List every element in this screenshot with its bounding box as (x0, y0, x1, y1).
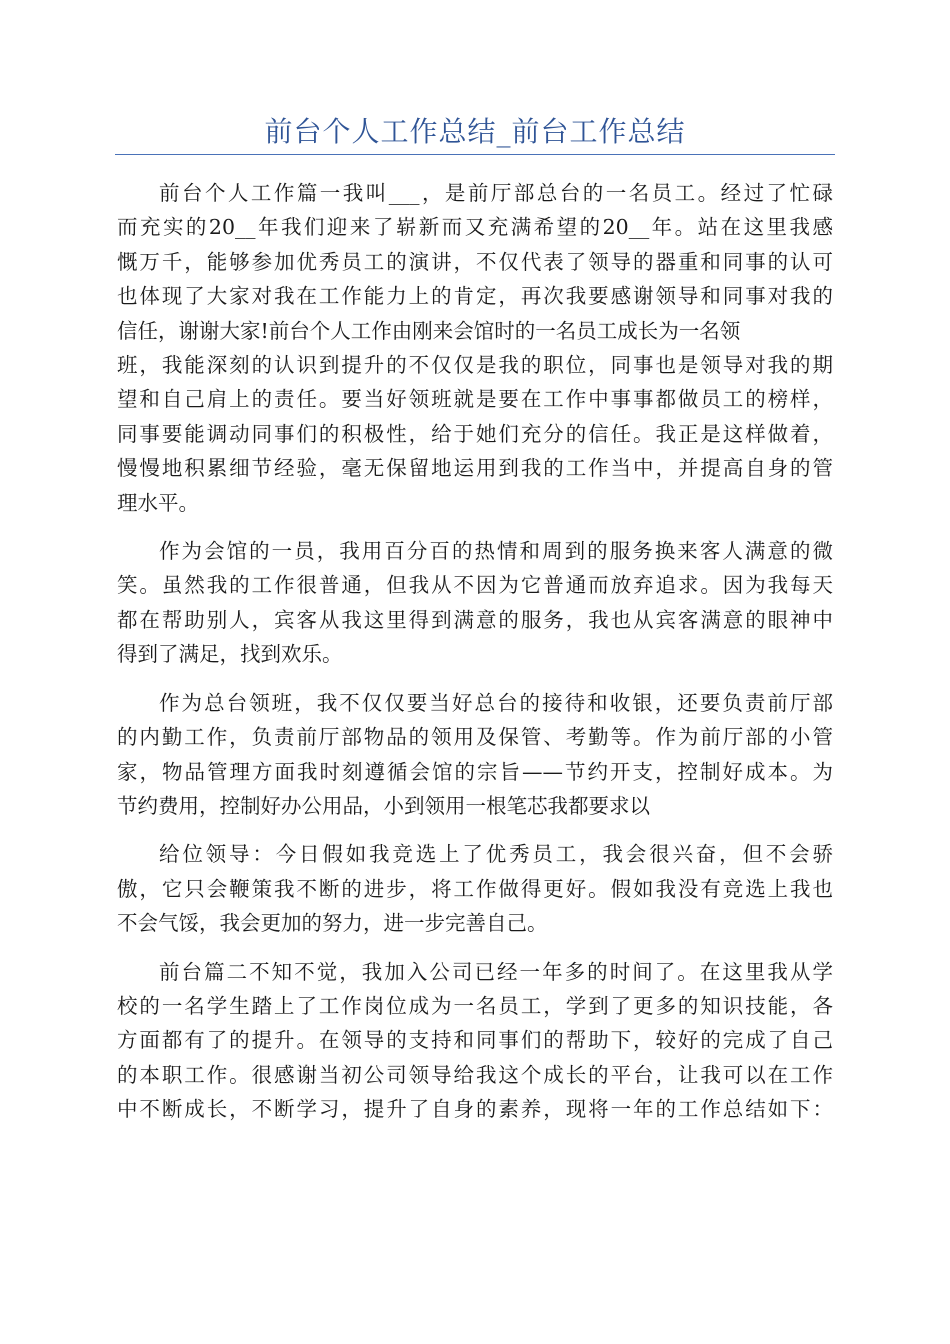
paragraph-line: 的内勤工作，负责前厅部物品的领用及保管、考勤等。作为前厅部的小管 (117, 725, 833, 750)
paragraph-line: 作为总台领班，我不仅仅要当好总台的接待和收银，还要负责前厅部 (159, 690, 833, 715)
paragraph-line: 中不断成长，不断学习，提升了自身的素养，现将一年的工作总结如下： (117, 1097, 833, 1122)
paragraph-line: 校的一名学生踏上了工作岗位成为一名员工，学到了更多的知识技能，各 (117, 993, 833, 1018)
paragraph-1 (117, 176, 833, 520)
paragraph-line: 方面都有了的提升。在领导的支持和同事们的帮助下，较好的完成了自己 (117, 1028, 833, 1053)
title-underline (115, 154, 835, 155)
paragraph-line: 信任，谢谢大家!前台个人工作由刚来会馆时的一名员工成长为一名领 (117, 318, 741, 343)
paragraph-line: 理水平。 (117, 490, 199, 515)
paragraph-line: 望和自己肩上的责任。要当好领班就是要在工作中事事都做员工的榜样， (117, 387, 833, 412)
paragraph-4 (117, 837, 833, 940)
paragraph-line: 作为会馆的一员，我用百分百的热情和周到的服务换来客人满意的微 (159, 539, 833, 564)
paragraph-line: 班，我能深刻的认识到提升的不仅仅是我的职位，同事也是领导对我的期 (117, 353, 833, 378)
document-body (117, 176, 833, 1141)
paragraph-line: 前台篇二不知不觉，我加入公司已经一年多的时间了。在这里我从学 (159, 959, 833, 984)
paragraph-2 (117, 534, 833, 672)
paragraph-line: 慨万千，能够参加优秀员工的演讲，不仅代表了领导的器重和同事的认可 (117, 249, 833, 274)
paragraph-line: 傲，它只会鞭策我不断的进步，将工作做得更好。假如我没有竞选上我也 (117, 876, 833, 901)
paragraph-line: 同事要能调动同事们的积极性，给于她们充分的信任。我正是这样做着， (117, 421, 833, 446)
paragraph-3 (117, 686, 833, 824)
paragraph-line: 家，物品管理方面我时刻遵循会馆的宗旨——节约开支，控制好成本。为 (117, 759, 833, 784)
paragraph-line: 笑。虽然我的工作很普通，但我从不因为它普通而放弃追求。因为我每天 (117, 573, 833, 598)
paragraph-line: 不会气馁，我会更加的努力，进一步完善自己。 (117, 911, 548, 936)
paragraph-line: 而充实的20__年我们迎来了崭新而又充满希望的20__年。站在这里我感 (117, 215, 833, 240)
paragraph-line: 节约费用，控制好办公用品，小到领用一根笔芯我都要求以 (117, 793, 650, 818)
document-title: 前台个人工作总结_前台工作总结 (264, 115, 686, 148)
paragraph-line: 都在帮助别人，宾客从我这里得到满意的服务，我也从宾客满意的眼神中 (117, 607, 833, 632)
paragraph-line: 给位领导：今日假如我竞选上了优秀员工，我会很兴奋，但不会骄 (159, 842, 833, 867)
paragraph-line: 前台个人工作篇一我叫___，是前厅部总台的一名员工。经过了忙碌 (159, 181, 833, 205)
paragraph-line: 慢慢地积累细节经验，毫无保留地运用到我的工作当中，并提高自身的管 (117, 456, 833, 481)
paragraph-line: 得到了满足，找到欢乐。 (117, 642, 343, 667)
paragraph-line: 的本职工作。很感谢当初公司领导给我这个成长的平台，让我可以在工作 (117, 1062, 833, 1087)
paragraph-5 (117, 955, 833, 1127)
paragraph-line: 也体现了大家对我在工作能力上的肯定，再次我要感谢领导和同事对我的 (117, 284, 833, 309)
